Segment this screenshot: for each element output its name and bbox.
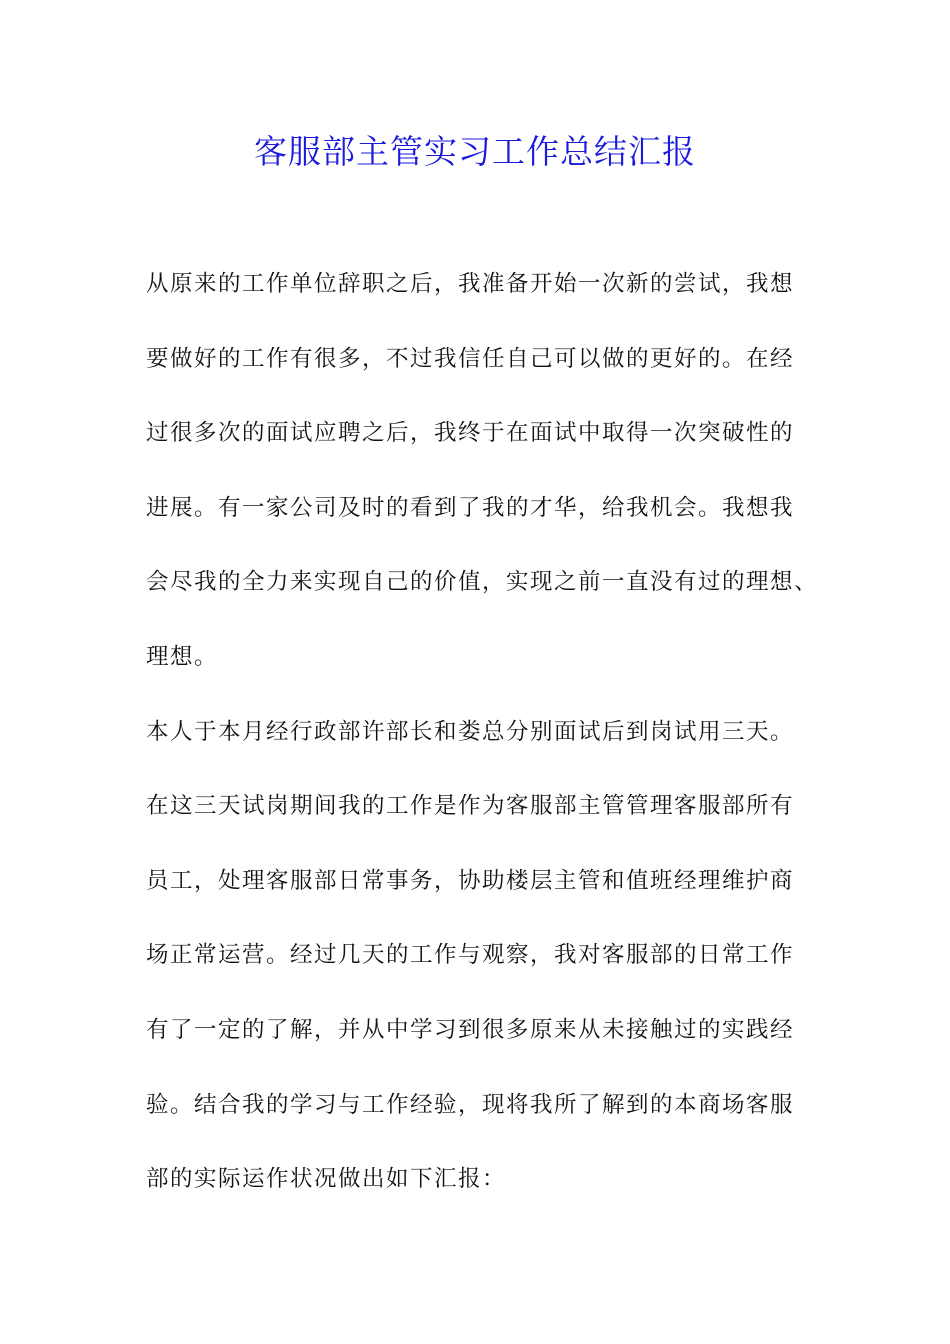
text-line: 员工，处理客服部日常事务，协助楼层主管和值班经理维护商 — [146, 867, 795, 894]
text-line: 本人于本月经行政部许部长和娄总分别面试后到岗试用三天。 — [146, 718, 795, 745]
text-line: 过很多次的面试应聘之后，我终于在面试中取得一次突破性的 — [146, 420, 795, 447]
text-line: 进展。有一家公司及时的看到了我的才华，给我机会。我想我 — [146, 494, 795, 521]
text-line: 理想。 — [146, 643, 219, 670]
text-line: 场正常运营。经过几天的工作与观察，我对客服部的日常工作 — [146, 942, 795, 969]
text-line: 从原来的工作单位辞职之后，我准备开始一次新的尝试，我想 — [146, 271, 795, 297]
text-line: 在这三天试岗期间我的工作是作为客服部主管管理客服部所有 — [146, 793, 795, 820]
text-line: 会尽我的全力来实现自己的价值，实现之前一直没有过的理想、 — [146, 569, 819, 596]
text-line: 部的实际运作状况做出如下汇报： — [146, 1166, 507, 1193]
document-body — [146, 262, 826, 1232]
text-line: 要做好的工作有很多，不过我信任自己可以做的更好的。在经 — [146, 345, 795, 372]
document-title: 客服部主管实习工作总结汇报 — [254, 132, 696, 171]
text-line: 验。结合我的学习与工作经验，现将我所了解到的本商场客服 — [146, 1091, 795, 1118]
text-line: 有了一定的了解，并从中学习到很多原来从未接触过的实践经 — [146, 1016, 795, 1043]
